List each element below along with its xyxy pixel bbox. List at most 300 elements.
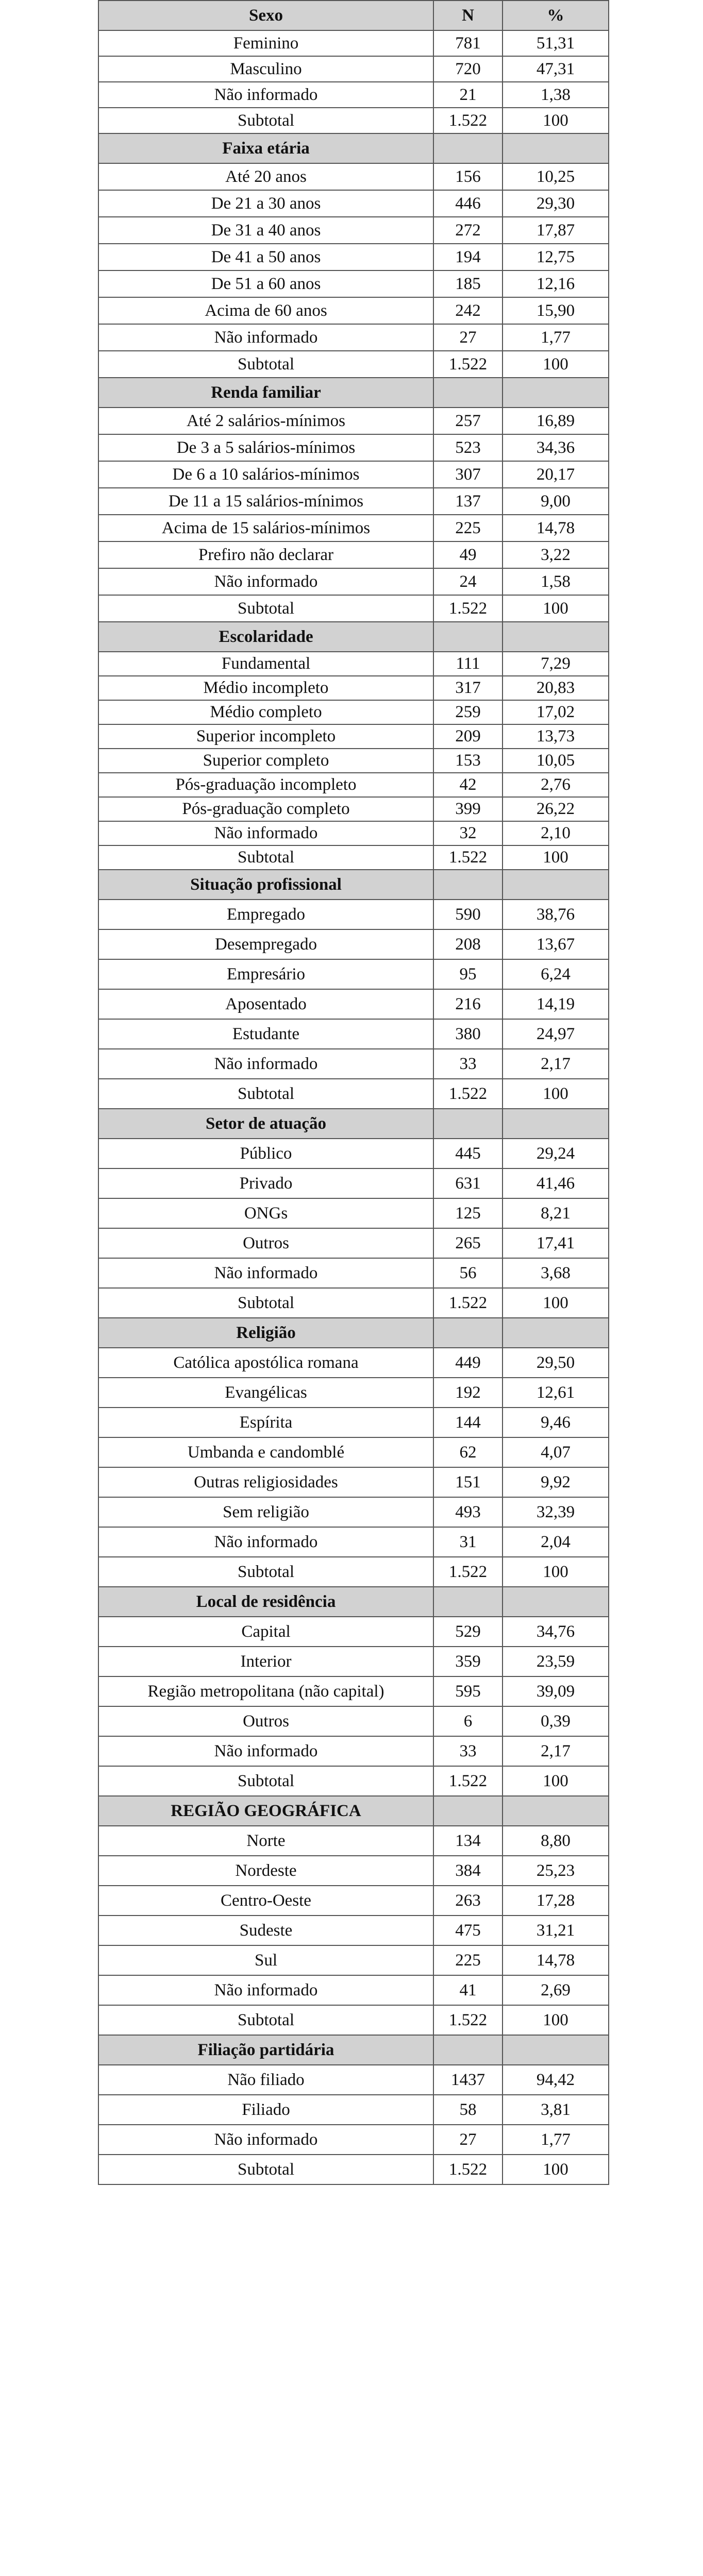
row-n-cell: 259 <box>433 700 503 724</box>
section-header-row <box>98 1587 609 1617</box>
row-n-cell: 1.522 <box>433 1766 503 1796</box>
table-row <box>98 217 609 244</box>
section-pct-cell <box>503 870 609 900</box>
row-label-cell: Não informado <box>98 1258 433 1288</box>
row-label-cell: Estudante <box>98 1019 433 1049</box>
row-pct-cell: 100 <box>503 1766 609 1796</box>
row-label-cell: Prefiro não declarar <box>98 541 433 568</box>
row-n-cell: 475 <box>433 1916 503 1945</box>
row-label-cell: Acima de 60 anos <box>98 297 433 324</box>
row-label-cell: Sul <box>98 1945 433 1975</box>
table-row <box>98 1527 609 1557</box>
row-pct-cell: 9,46 <box>503 1408 609 1437</box>
header-label-cell: Sexo <box>98 1 433 30</box>
row-pct-cell: 10,05 <box>503 749 609 773</box>
section-pct-cell <box>503 133 609 163</box>
row-n-cell: 1.522 <box>433 108 503 133</box>
row-n-cell: 493 <box>433 1497 503 1527</box>
demographics-table <box>98 0 609 2185</box>
row-n-cell: 208 <box>433 929 503 959</box>
row-label-cell: ONGs <box>98 1198 433 1228</box>
section-header-row <box>98 1318 609 1348</box>
table-row <box>98 270 609 297</box>
row-n-cell: 720 <box>433 56 503 82</box>
row-n-cell: 151 <box>433 1467 503 1497</box>
row-n-cell: 523 <box>433 434 503 461</box>
table-row <box>98 989 609 1019</box>
row-pct-cell: 34,76 <box>503 1617 609 1647</box>
row-n-cell: 33 <box>433 1049 503 1079</box>
row-pct-cell: 17,87 <box>503 217 609 244</box>
row-pct-cell: 3,68 <box>503 1258 609 1288</box>
table-row <box>98 351 609 378</box>
row-n-cell: 49 <box>433 541 503 568</box>
row-label-cell: Espírita <box>98 1408 433 1437</box>
row-pct-cell: 24,97 <box>503 1019 609 1049</box>
row-n-cell: 1.522 <box>433 595 503 622</box>
row-label-cell: Superior completo <box>98 749 433 773</box>
row-label-cell: De 31 a 40 anos <box>98 217 433 244</box>
table-row <box>98 1886 609 1916</box>
row-n-cell: 209 <box>433 724 503 749</box>
section-pct-cell <box>503 378 609 408</box>
table-row <box>98 2005 609 2035</box>
section-pct-cell <box>503 622 609 652</box>
row-pct-cell: 100 <box>503 595 609 622</box>
row-pct-cell: 13,73 <box>503 724 609 749</box>
row-pct-cell: 38,76 <box>503 900 609 929</box>
row-n-cell: 781 <box>433 30 503 56</box>
table-row <box>98 1198 609 1228</box>
row-pct-cell: 3,22 <box>503 541 609 568</box>
section-title-cell: Renda familiar <box>98 378 433 408</box>
table-row <box>98 929 609 959</box>
row-pct-cell: 14,78 <box>503 515 609 541</box>
table-row <box>98 434 609 461</box>
table-row <box>98 1437 609 1467</box>
row-label-cell: Até 20 anos <box>98 163 433 190</box>
row-n-cell: 1.522 <box>433 1288 503 1318</box>
row-label-cell: Feminino <box>98 30 433 56</box>
table-row <box>98 1079 609 1109</box>
table-row <box>98 959 609 989</box>
row-n-cell: 42 <box>433 773 503 797</box>
row-n-cell: 194 <box>433 244 503 270</box>
row-pct-cell: 8,80 <box>503 1826 609 1856</box>
row-label-cell: Subtotal <box>98 595 433 622</box>
row-pct-cell: 100 <box>503 108 609 133</box>
row-n-cell: 56 <box>433 1258 503 1288</box>
table-row <box>98 1945 609 1975</box>
row-n-cell: 185 <box>433 270 503 297</box>
row-label-cell: Empresário <box>98 959 433 989</box>
row-pct-cell: 2,17 <box>503 1736 609 1766</box>
section-title-cell: REGIÃO GEOGRÁFICA <box>98 1796 433 1826</box>
row-n-cell: 380 <box>433 1019 503 1049</box>
table-row <box>98 461 609 488</box>
row-label-cell: Norte <box>98 1826 433 1856</box>
row-n-cell: 144 <box>433 1408 503 1437</box>
row-label-cell: Não informado <box>98 1527 433 1557</box>
row-label-cell: De 6 a 10 salários-mínimos <box>98 461 433 488</box>
row-pct-cell: 100 <box>503 1288 609 1318</box>
row-n-cell: 1.522 <box>433 1557 503 1587</box>
row-n-cell: 156 <box>433 163 503 190</box>
table-row <box>98 2065 609 2095</box>
row-n-cell: 58 <box>433 2095 503 2125</box>
row-pct-cell: 100 <box>503 351 609 378</box>
table-row <box>98 773 609 797</box>
table-row <box>98 676 609 700</box>
header-pct-cell: % <box>503 1 609 30</box>
row-label-cell: Não informado <box>98 2125 433 2155</box>
row-pct-cell: 16,89 <box>503 408 609 434</box>
row-label-cell: Filiado <box>98 2095 433 2125</box>
row-label-cell: Subtotal <box>98 1079 433 1109</box>
table-row <box>98 244 609 270</box>
section-title-cell: Situação profissional <box>98 870 433 900</box>
table-row <box>98 797 609 821</box>
section-header-row <box>98 1796 609 1826</box>
row-pct-cell: 1,77 <box>503 324 609 351</box>
row-pct-cell: 2,76 <box>503 773 609 797</box>
table-row <box>98 900 609 929</box>
row-pct-cell: 26,22 <box>503 797 609 821</box>
table-row <box>98 82 609 108</box>
row-n-cell: 307 <box>433 461 503 488</box>
table-row <box>98 568 609 595</box>
table-row <box>98 1408 609 1437</box>
row-label-cell: Até 2 salários-mínimos <box>98 408 433 434</box>
row-label-cell: Público <box>98 1139 433 1168</box>
section-header-row <box>98 133 609 163</box>
row-pct-cell: 1,58 <box>503 568 609 595</box>
row-n-cell: 41 <box>433 1975 503 2005</box>
table-row <box>98 1288 609 1318</box>
row-label-cell: Não informado <box>98 568 433 595</box>
table-row <box>98 1258 609 1288</box>
row-label-cell: Não informado <box>98 1975 433 2005</box>
row-pct-cell: 41,46 <box>503 1168 609 1198</box>
row-label-cell: Não informado <box>98 82 433 108</box>
row-pct-cell: 1,77 <box>503 2125 609 2155</box>
section-header-row <box>98 622 609 652</box>
table-row <box>98 724 609 749</box>
row-n-cell: 1.522 <box>433 2155 503 2184</box>
section-title-cell: Faixa etária <box>98 133 433 163</box>
section-title-cell: Religião <box>98 1318 433 1348</box>
table-row <box>98 1228 609 1258</box>
section-n-cell <box>433 1109 503 1139</box>
table-row <box>98 1676 609 1706</box>
section-n-cell <box>433 1587 503 1617</box>
row-pct-cell: 14,78 <box>503 1945 609 1975</box>
table-row <box>98 1348 609 1378</box>
table-row <box>98 515 609 541</box>
table-row <box>98 1736 609 1766</box>
row-label-cell: Nordeste <box>98 1856 433 1886</box>
row-pct-cell: 10,25 <box>503 163 609 190</box>
section-pct-cell <box>503 1587 609 1617</box>
row-label-cell: Pós-graduação incompleto <box>98 773 433 797</box>
row-label-cell: Médio completo <box>98 700 433 724</box>
row-pct-cell: 23,59 <box>503 1647 609 1676</box>
table-row <box>98 2125 609 2155</box>
row-n-cell: 31 <box>433 1527 503 1557</box>
row-pct-cell: 12,75 <box>503 244 609 270</box>
row-pct-cell: 100 <box>503 1557 609 1587</box>
table-row <box>98 1856 609 1886</box>
row-label-cell: Sudeste <box>98 1916 433 1945</box>
row-label-cell: De 21 a 30 anos <box>98 190 433 217</box>
row-label-cell: Não informado <box>98 821 433 845</box>
row-n-cell: 27 <box>433 324 503 351</box>
row-n-cell: 1437 <box>433 2065 503 2095</box>
row-n-cell: 399 <box>433 797 503 821</box>
row-n-cell: 134 <box>433 1826 503 1856</box>
table-row <box>98 1497 609 1527</box>
row-pct-cell: 100 <box>503 2005 609 2035</box>
row-label-cell: Umbanda e candomblé <box>98 1437 433 1467</box>
table-row <box>98 1378 609 1408</box>
row-label-cell: Subtotal <box>98 2155 433 2184</box>
header-n-cell: N <box>433 1 503 30</box>
table-row <box>98 30 609 56</box>
row-pct-cell: 25,23 <box>503 1856 609 1886</box>
row-label-cell: Católica apostólica romana <box>98 1348 433 1378</box>
row-label-cell: Outros <box>98 1228 433 1258</box>
table-row <box>98 1826 609 1856</box>
row-pct-cell: 17,28 <box>503 1886 609 1916</box>
row-label-cell: Masculino <box>98 56 433 82</box>
row-n-cell: 529 <box>433 1617 503 1647</box>
row-pct-cell: 20,83 <box>503 676 609 700</box>
row-n-cell: 590 <box>433 900 503 929</box>
row-pct-cell: 15,90 <box>503 297 609 324</box>
row-pct-cell: 2,10 <box>503 821 609 845</box>
row-n-cell: 125 <box>433 1198 503 1228</box>
row-pct-cell: 6,24 <box>503 959 609 989</box>
row-n-cell: 1.522 <box>433 1079 503 1109</box>
row-pct-cell: 2,17 <box>503 1049 609 1079</box>
row-n-cell: 317 <box>433 676 503 700</box>
row-pct-cell: 100 <box>503 1079 609 1109</box>
row-label-cell: Outros <box>98 1706 433 1736</box>
table-row <box>98 1467 609 1497</box>
row-pct-cell: 1,38 <box>503 82 609 108</box>
section-header-row <box>98 1109 609 1139</box>
row-pct-cell: 94,42 <box>503 2065 609 2095</box>
section-pct-cell <box>503 1109 609 1139</box>
row-pct-cell: 29,24 <box>503 1139 609 1168</box>
row-label-cell: Fundamental <box>98 652 433 676</box>
table-row <box>98 1139 609 1168</box>
section-header-row <box>98 870 609 900</box>
row-label-cell: Não informado <box>98 1049 433 1079</box>
section-n-cell <box>433 870 503 900</box>
section-title-cell: Local de residência <box>98 1587 433 1617</box>
row-label-cell: Capital <box>98 1617 433 1647</box>
row-label-cell: Subtotal <box>98 845 433 870</box>
row-label-cell: De 51 a 60 anos <box>98 270 433 297</box>
row-n-cell: 24 <box>433 568 503 595</box>
table-row <box>98 700 609 724</box>
row-label-cell: Centro-Oeste <box>98 1886 433 1916</box>
row-n-cell: 21 <box>433 82 503 108</box>
row-n-cell: 631 <box>433 1168 503 1198</box>
table-row <box>98 821 609 845</box>
row-label-cell: Aposentado <box>98 989 433 1019</box>
section-pct-cell <box>503 2035 609 2065</box>
table-row <box>98 595 609 622</box>
row-label-cell: De 41 a 50 anos <box>98 244 433 270</box>
row-n-cell: 257 <box>433 408 503 434</box>
row-n-cell: 137 <box>433 488 503 515</box>
row-n-cell: 27 <box>433 2125 503 2155</box>
row-label-cell: De 3 a 5 salários-mínimos <box>98 434 433 461</box>
row-label-cell: Médio incompleto <box>98 676 433 700</box>
row-pct-cell: 47,31 <box>503 56 609 82</box>
row-n-cell: 216 <box>433 989 503 1019</box>
row-pct-cell: 9,00 <box>503 488 609 515</box>
row-label-cell: Subtotal <box>98 351 433 378</box>
section-header-row <box>98 378 609 408</box>
row-pct-cell: 29,30 <box>503 190 609 217</box>
row-label-cell: Sem religião <box>98 1497 433 1527</box>
table-row <box>98 324 609 351</box>
row-label-cell: Não filiado <box>98 2065 433 2095</box>
table-row <box>98 1916 609 1945</box>
row-label-cell: Privado <box>98 1168 433 1198</box>
row-pct-cell: 9,92 <box>503 1467 609 1497</box>
section-header-row <box>98 2035 609 2065</box>
row-n-cell: 265 <box>433 1228 503 1258</box>
row-n-cell: 33 <box>433 1736 503 1766</box>
section-n-cell <box>433 133 503 163</box>
table-row <box>98 163 609 190</box>
section-n-cell <box>433 1318 503 1348</box>
row-n-cell: 449 <box>433 1348 503 1378</box>
section-n-cell <box>433 1796 503 1826</box>
row-n-cell: 192 <box>433 1378 503 1408</box>
row-n-cell: 263 <box>433 1886 503 1916</box>
row-n-cell: 225 <box>433 1945 503 1975</box>
row-label-cell: Superior incompleto <box>98 724 433 749</box>
row-label-cell: Evangélicas <box>98 1378 433 1408</box>
row-label-cell: De 11 a 15 salários-mínimos <box>98 488 433 515</box>
table-row <box>98 1049 609 1079</box>
section-title-cell: Escolaridade <box>98 622 433 652</box>
row-label-cell: Pós-graduação completo <box>98 797 433 821</box>
row-label-cell: Interior <box>98 1647 433 1676</box>
section-n-cell <box>433 622 503 652</box>
table-row <box>98 541 609 568</box>
table-row <box>98 749 609 773</box>
table-row <box>98 2155 609 2184</box>
row-pct-cell: 31,21 <box>503 1916 609 1945</box>
row-label-cell: Não informado <box>98 1736 433 1766</box>
section-title-cell: Setor de atuação <box>98 1109 433 1139</box>
table-row <box>98 297 609 324</box>
row-pct-cell: 3,81 <box>503 2095 609 2125</box>
row-label-cell: Empregado <box>98 900 433 929</box>
table-row <box>98 56 609 82</box>
table-row <box>98 408 609 434</box>
row-n-cell: 225 <box>433 515 503 541</box>
section-pct-cell <box>503 1796 609 1826</box>
table-row <box>98 1706 609 1736</box>
row-n-cell: 32 <box>433 821 503 845</box>
table-row <box>98 1019 609 1049</box>
row-n-cell: 153 <box>433 749 503 773</box>
row-label-cell: Desempregado <box>98 929 433 959</box>
row-pct-cell: 29,50 <box>503 1348 609 1378</box>
row-pct-cell: 7,29 <box>503 652 609 676</box>
row-n-cell: 1.522 <box>433 845 503 870</box>
row-pct-cell: 17,02 <box>503 700 609 724</box>
row-pct-cell: 2,04 <box>503 1527 609 1557</box>
row-label-cell: Subtotal <box>98 1766 433 1796</box>
table-row <box>98 845 609 870</box>
row-pct-cell: 13,67 <box>503 929 609 959</box>
section-n-cell <box>433 378 503 408</box>
row-label-cell: Outras religiosidades <box>98 1467 433 1497</box>
row-n-cell: 6 <box>433 1706 503 1736</box>
row-n-cell: 445 <box>433 1139 503 1168</box>
row-n-cell: 384 <box>433 1856 503 1886</box>
row-n-cell: 446 <box>433 190 503 217</box>
section-pct-cell <box>503 1318 609 1348</box>
row-pct-cell: 39,09 <box>503 1676 609 1706</box>
row-n-cell: 359 <box>433 1647 503 1676</box>
section-n-cell <box>433 2035 503 2065</box>
row-pct-cell: 34,36 <box>503 434 609 461</box>
row-pct-cell: 4,07 <box>503 1437 609 1467</box>
table-header-row <box>98 1 609 30</box>
table-row <box>98 1975 609 2005</box>
table-row <box>98 1617 609 1647</box>
table-row <box>98 1557 609 1587</box>
row-pct-cell: 8,21 <box>503 1198 609 1228</box>
row-pct-cell: 2,69 <box>503 1975 609 2005</box>
row-n-cell: 111 <box>433 652 503 676</box>
row-label-cell: Subtotal <box>98 108 433 133</box>
row-pct-cell: 0,39 <box>503 1706 609 1736</box>
table-row <box>98 1647 609 1676</box>
row-pct-cell: 51,31 <box>503 30 609 56</box>
row-label-cell: Região metropolitana (não capital) <box>98 1676 433 1706</box>
row-n-cell: 595 <box>433 1676 503 1706</box>
table-row <box>98 1766 609 1796</box>
row-n-cell: 1.522 <box>433 2005 503 2035</box>
table-row <box>98 2095 609 2125</box>
row-n-cell: 272 <box>433 217 503 244</box>
demographics-table-wrapper <box>98 0 608 2185</box>
row-pct-cell: 12,61 <box>503 1378 609 1408</box>
row-pct-cell: 32,39 <box>503 1497 609 1527</box>
row-label-cell: Não informado <box>98 324 433 351</box>
row-n-cell: 95 <box>433 959 503 989</box>
row-pct-cell: 100 <box>503 2155 609 2184</box>
table-row <box>98 488 609 515</box>
row-label-cell: Subtotal <box>98 1288 433 1318</box>
table-row <box>98 1168 609 1198</box>
row-n-cell: 242 <box>433 297 503 324</box>
row-pct-cell: 12,16 <box>503 270 609 297</box>
row-label-cell: Subtotal <box>98 1557 433 1587</box>
row-pct-cell: 17,41 <box>503 1228 609 1258</box>
table-row <box>98 108 609 133</box>
